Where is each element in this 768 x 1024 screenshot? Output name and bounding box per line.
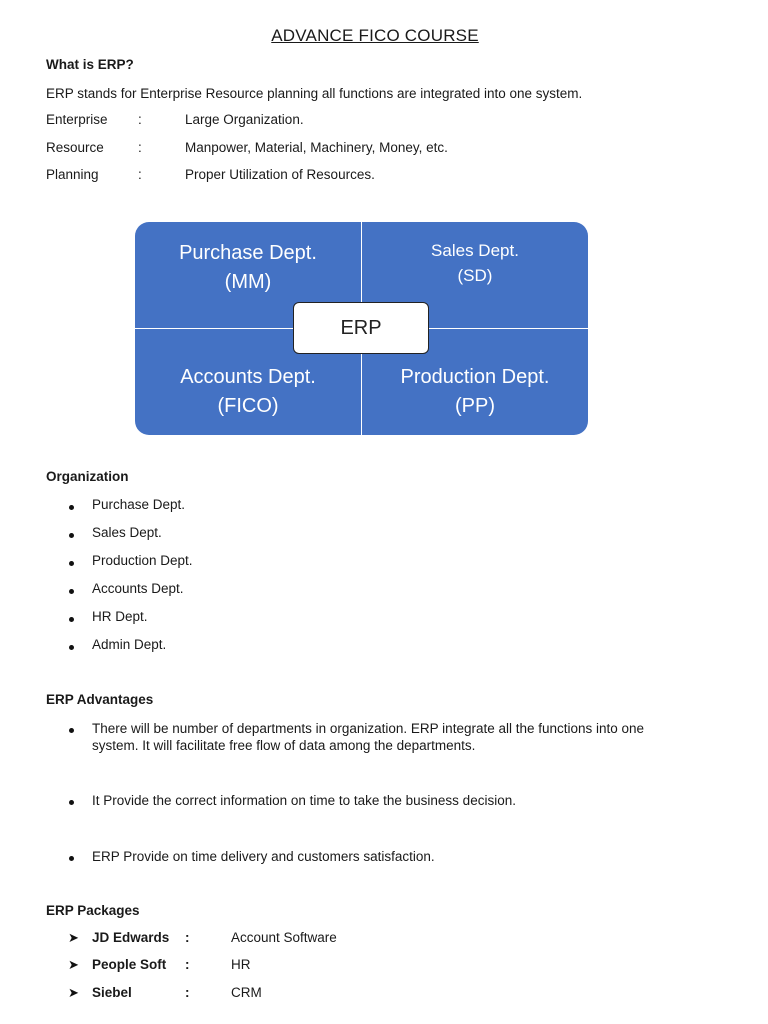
package-name: People Soft (92, 957, 167, 972)
erp-diagram (135, 222, 588, 435)
list-item: Purchase Dept. (92, 497, 186, 512)
package-description: Account Software (231, 930, 337, 945)
definition-colon: : (138, 167, 142, 182)
list-item: Production Dept. (92, 553, 193, 568)
bullet-icon (69, 856, 74, 861)
arrow-bullet-icon: ➤ (68, 957, 79, 972)
bullet-icon (69, 728, 74, 733)
definition-colon: : (138, 112, 142, 127)
definition-colon: : (138, 140, 142, 155)
list-item: Admin Dept. (92, 637, 167, 652)
quadrant-code: (FICO) (217, 395, 279, 417)
package-colon: : (185, 930, 190, 945)
section-heading-what-is-erp: What is ERP? (46, 57, 134, 72)
section-heading-advantages: ERP Advantages (46, 692, 154, 707)
definition-row-planning (46, 167, 696, 185)
erp-definition: ERP stands for Enterprise Resource planning all functions are integrated into one system. (46, 86, 583, 101)
bullet-icon (69, 561, 74, 566)
list-item: ERP Provide on time delivery and customers satisfaction. (92, 849, 435, 864)
package-name: JD Edwards (92, 930, 170, 945)
package-description: CRM (231, 985, 262, 1000)
definition-meaning: Proper Utilization of Resources. (185, 167, 375, 182)
definition-term: Planning (46, 167, 99, 182)
section-heading-organization: Organization (46, 469, 129, 484)
quadrant-code: (MM) (224, 271, 272, 293)
bullet-icon (69, 589, 74, 594)
package-colon: : (185, 985, 190, 1000)
definition-term: Resource (46, 140, 104, 155)
list-item: There will be number of departments in organization. ERP integrate all the functions into one system. It will facilitate free flow of data among the departments. (92, 721, 645, 753)
definition-meaning: Large Organization. (185, 112, 304, 127)
bullet-icon (69, 617, 74, 622)
package-colon: : (185, 957, 190, 972)
definition-row-enterprise (46, 112, 696, 130)
definition-row-resource (46, 140, 696, 158)
quadrant-label: Sales Dept. (431, 241, 519, 260)
quadrant-label: Production Dept. (400, 366, 550, 388)
page-title: ADVANCE FICO COURSE (271, 26, 479, 45)
bullet-icon (69, 505, 74, 510)
quadrant-label: Accounts Dept. (180, 366, 316, 388)
list-item: It Provide the correct information on time to take the business decision. (92, 793, 516, 808)
definition-meaning: Manpower, Material, Machinery, Money, etc. (185, 140, 448, 155)
bullet-icon (69, 533, 74, 538)
arrow-bullet-icon: ➤ (68, 985, 79, 1000)
list-item: Sales Dept. (92, 525, 162, 540)
list-item: HR Dept. (92, 609, 148, 624)
quadrant-code: (SD) (457, 266, 493, 285)
bullet-icon (69, 800, 74, 805)
package-description: HR (231, 957, 251, 972)
arrow-bullet-icon: ➤ (68, 930, 79, 945)
definition-term: Enterprise (46, 112, 108, 127)
quadrant-label: Purchase Dept. (179, 242, 317, 264)
quadrant-code: (PP) (455, 395, 495, 417)
list-item: Accounts Dept. (92, 581, 184, 596)
section-heading-packages: ERP Packages (46, 903, 140, 918)
package-row-siebel (92, 985, 492, 1003)
package-name: Siebel (92, 985, 132, 1000)
package-row-people-soft (92, 957, 492, 975)
diagram-center-erp: ERP (293, 302, 429, 354)
bullet-icon (69, 645, 74, 650)
package-row-jd-edwards (92, 930, 492, 948)
